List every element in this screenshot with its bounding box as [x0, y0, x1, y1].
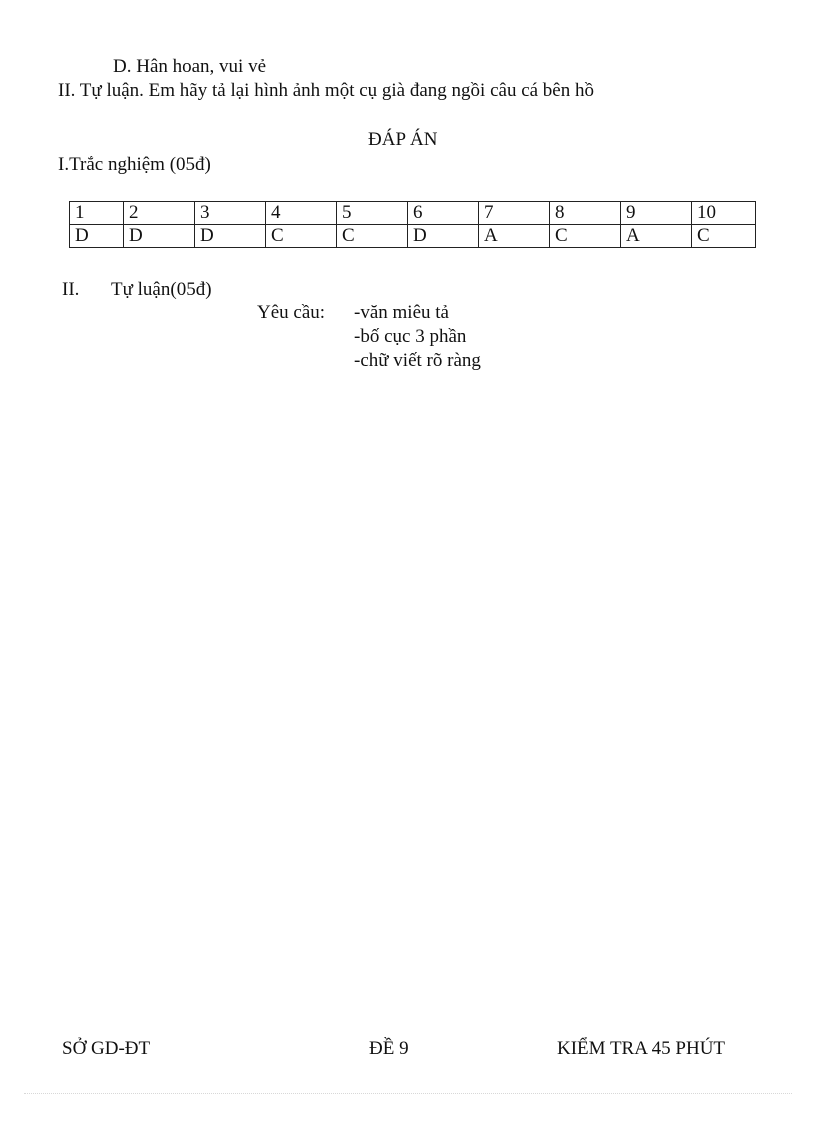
table-cell: D [408, 225, 479, 248]
table-cell: C [550, 225, 621, 248]
table-cell: C [692, 225, 756, 248]
question-number-row [70, 202, 756, 225]
footer-exam-type: KIỂM TRA 45 PHÚT [557, 1038, 726, 1059]
table-cell: A [621, 225, 692, 248]
requirement-item: -chữ viết rõ ràng [354, 350, 481, 371]
table-cell: 6 [408, 202, 479, 225]
answer-table [69, 201, 756, 248]
answer-option-d: D. Hân hoan, vui vẻ [113, 56, 267, 77]
page-bottom-divider [24, 1093, 792, 1094]
essay-section-number: II. [62, 279, 80, 300]
table-cell: 9 [621, 202, 692, 225]
answer-key-title: ĐÁP ÁN [368, 129, 438, 150]
essay-section-title: Tự luận(05đ) [111, 279, 212, 300]
table-cell: 2 [124, 202, 195, 225]
table-cell: 10 [692, 202, 756, 225]
table-cell: 8 [550, 202, 621, 225]
requirement-item: -bố cục 3 phần [354, 326, 467, 347]
table-cell: 5 [337, 202, 408, 225]
table-cell: A [479, 225, 550, 248]
essay-question-prompt: II. Tự luận. Em hãy tả lại hình ảnh một cụ già đang ngồi câu cá bên hồ [58, 80, 594, 101]
table-cell: D [70, 225, 124, 248]
table-cell: 3 [195, 202, 266, 225]
footer-exam-number: ĐỀ 9 [369, 1038, 409, 1059]
footer-department: SỞ GD-ĐT [62, 1038, 151, 1059]
table-cell: 7 [479, 202, 550, 225]
table-cell: 4 [266, 202, 337, 225]
table-cell: D [124, 225, 195, 248]
table-cell: D [195, 225, 266, 248]
table-cell: 1 [70, 202, 124, 225]
multiple-choice-heading: I.Trắc nghiệm (05đ) [58, 154, 211, 175]
table-cell: C [266, 225, 337, 248]
table-cell: C [337, 225, 408, 248]
answer-row [70, 225, 756, 248]
requirement-item: -văn miêu tả [354, 302, 449, 323]
requirements-label: Yêu cầu: [257, 302, 326, 323]
